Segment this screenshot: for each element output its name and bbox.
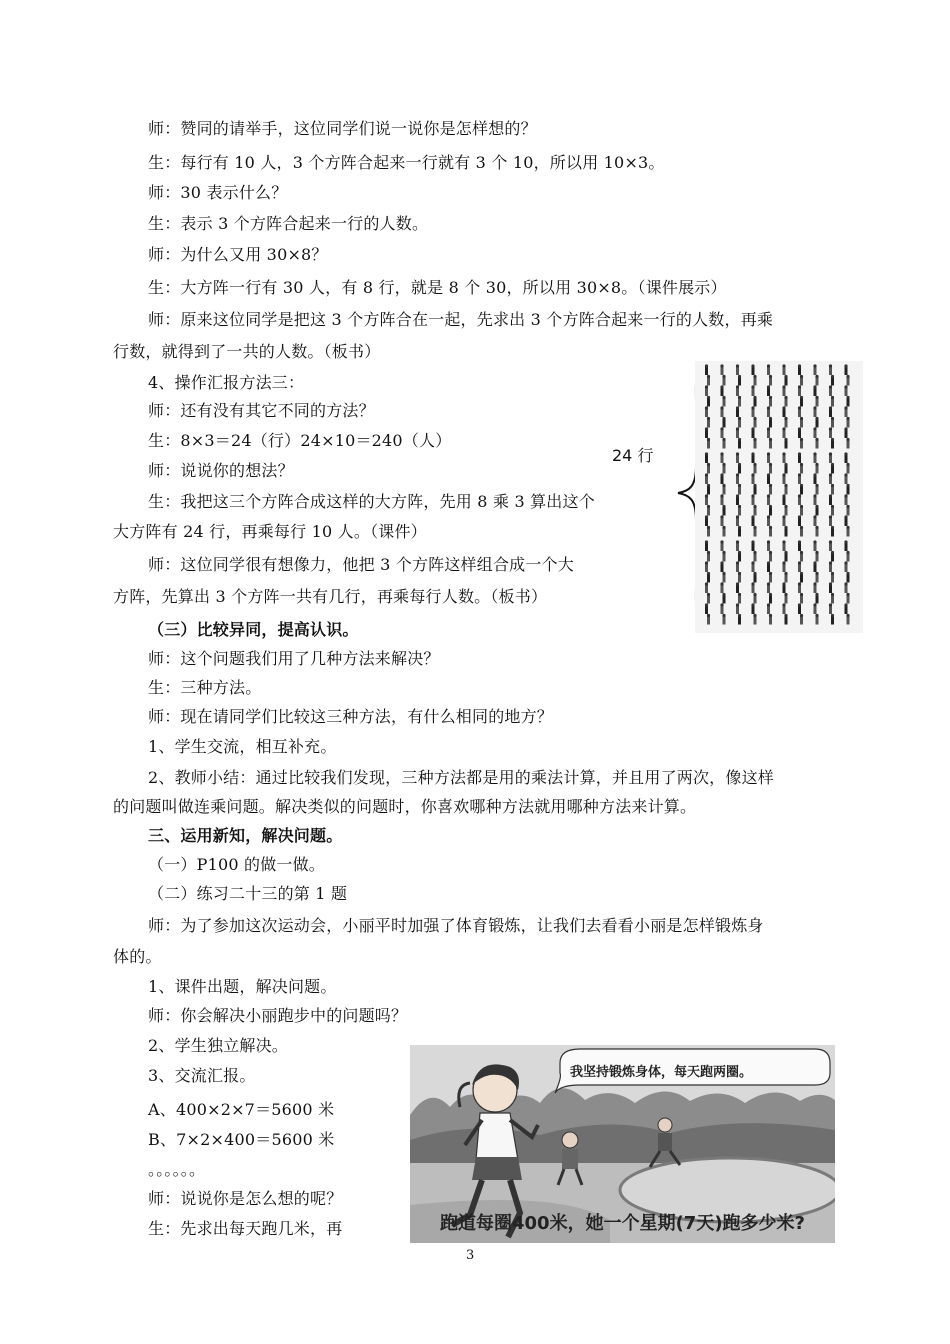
text-line: 3、交流汇报。 [148, 1066, 256, 1085]
section-heading: 三、运用新知，解决问题。 [148, 826, 343, 845]
text-line: 师：赞同的请举手，这位同学们说一说你是怎样想的？ [148, 119, 537, 138]
text-line: 生：三种方法。 [148, 678, 262, 697]
text-line: 。。。。。。 [148, 1160, 206, 1179]
text-line: 师：说说你的想法？ [148, 461, 294, 480]
text-line: 2、学生独立解决。 [148, 1036, 288, 1055]
text-line: 大方阵有 24 行，再乘每行 10 人。（课件） [113, 522, 427, 541]
text-line: 2、教师小结：通过比较我们发现，三种方法都是用的乘法计算，并且用了两次，像这样 [148, 768, 774, 787]
text-line: 4、操作汇报方法三： [148, 373, 305, 392]
text-line: 师：为什么又用 30×8？ [148, 245, 328, 264]
text-line: 生：表示 3 个方阵合起来一行的人数。 [148, 214, 429, 233]
text-line: 师：说说你是怎么想的呢？ [148, 1189, 343, 1208]
text-line: 体的。 [113, 947, 162, 966]
text-line: A、400×2×7＝5600 米 [148, 1100, 335, 1119]
figure-caption: 跑道每圈400米，她一个星期(7天)跑多少米? [440, 1213, 805, 1234]
soldier-formation-image [695, 361, 863, 633]
text-line: （一）P100 的做一做。 [148, 855, 325, 874]
text-line: 师：原来这位同学是把这 3 个方阵合在一起，先求出 3 个方阵合起来一行的人数，再乘 [148, 310, 774, 329]
section-heading: （三）比较异同，提高认识。 [148, 620, 359, 639]
text-line: 的问题叫做连乘问题。解决类似的问题时，你喜欢哪种方法就用哪种方法来计算。 [113, 797, 697, 816]
rows-label: 24 行 [612, 446, 654, 465]
text-line: 师：这个问题我们用了几种方法来解决？ [148, 649, 440, 668]
text-line: 师：30 表示什么？ [148, 183, 288, 202]
text-line: 1、学生交流，相互补充。 [148, 737, 337, 756]
text-line: （二）练习二十三的第 1 题 [148, 884, 348, 903]
page-number: 3 [466, 1248, 475, 1263]
text-line: 师：你会解决小丽跑步中的问题吗？ [148, 1006, 408, 1025]
text-line: 生：大方阵一行有 30 人，有 8 行，就是 8 个 30，所以用 30×8。（课件展示） [148, 278, 727, 297]
text-line: 师：现在请同学们比较这三种方法，有什么相同的地方？ [148, 707, 554, 726]
text-line: 师：为了参加这次运动会，小丽平时加强了体育锻炼，让我们去看看小丽是怎样锻炼身 [148, 916, 764, 935]
text-line: 行数，就得到了一共的人数。（板书） [113, 342, 381, 361]
text-line: 生：8×3＝24（行）24×10＝240（人） [148, 431, 452, 450]
speech-bubble-text: 我坚持锻炼身体，每天跑两圈。 [570, 1065, 753, 1080]
text-line: B、7×2×400＝5600 米 [148, 1130, 335, 1149]
text-line: 生：先求出每天跑几米，再 [148, 1219, 343, 1238]
text-line: 生：每行有 10 人，3 个方阵合起来一行就有 3 个 10，所以用 10×3。 [148, 153, 665, 172]
text-line: 生：我把这三个方阵合成这样的大方阵，先用 8 乘 3 算出这个 [148, 492, 595, 511]
text-line: 师：还有没有其它不同的方法？ [148, 401, 375, 420]
text-line: 1、课件出题，解决问题。 [148, 977, 337, 996]
text-line: 方阵，先算出 3 个方阵一共有几行，再乘每行人数。（板书） [113, 587, 548, 606]
text-line: 师：这位同学很有想像力，他把 3 个方阵这样组合成一个大 [148, 555, 574, 574]
